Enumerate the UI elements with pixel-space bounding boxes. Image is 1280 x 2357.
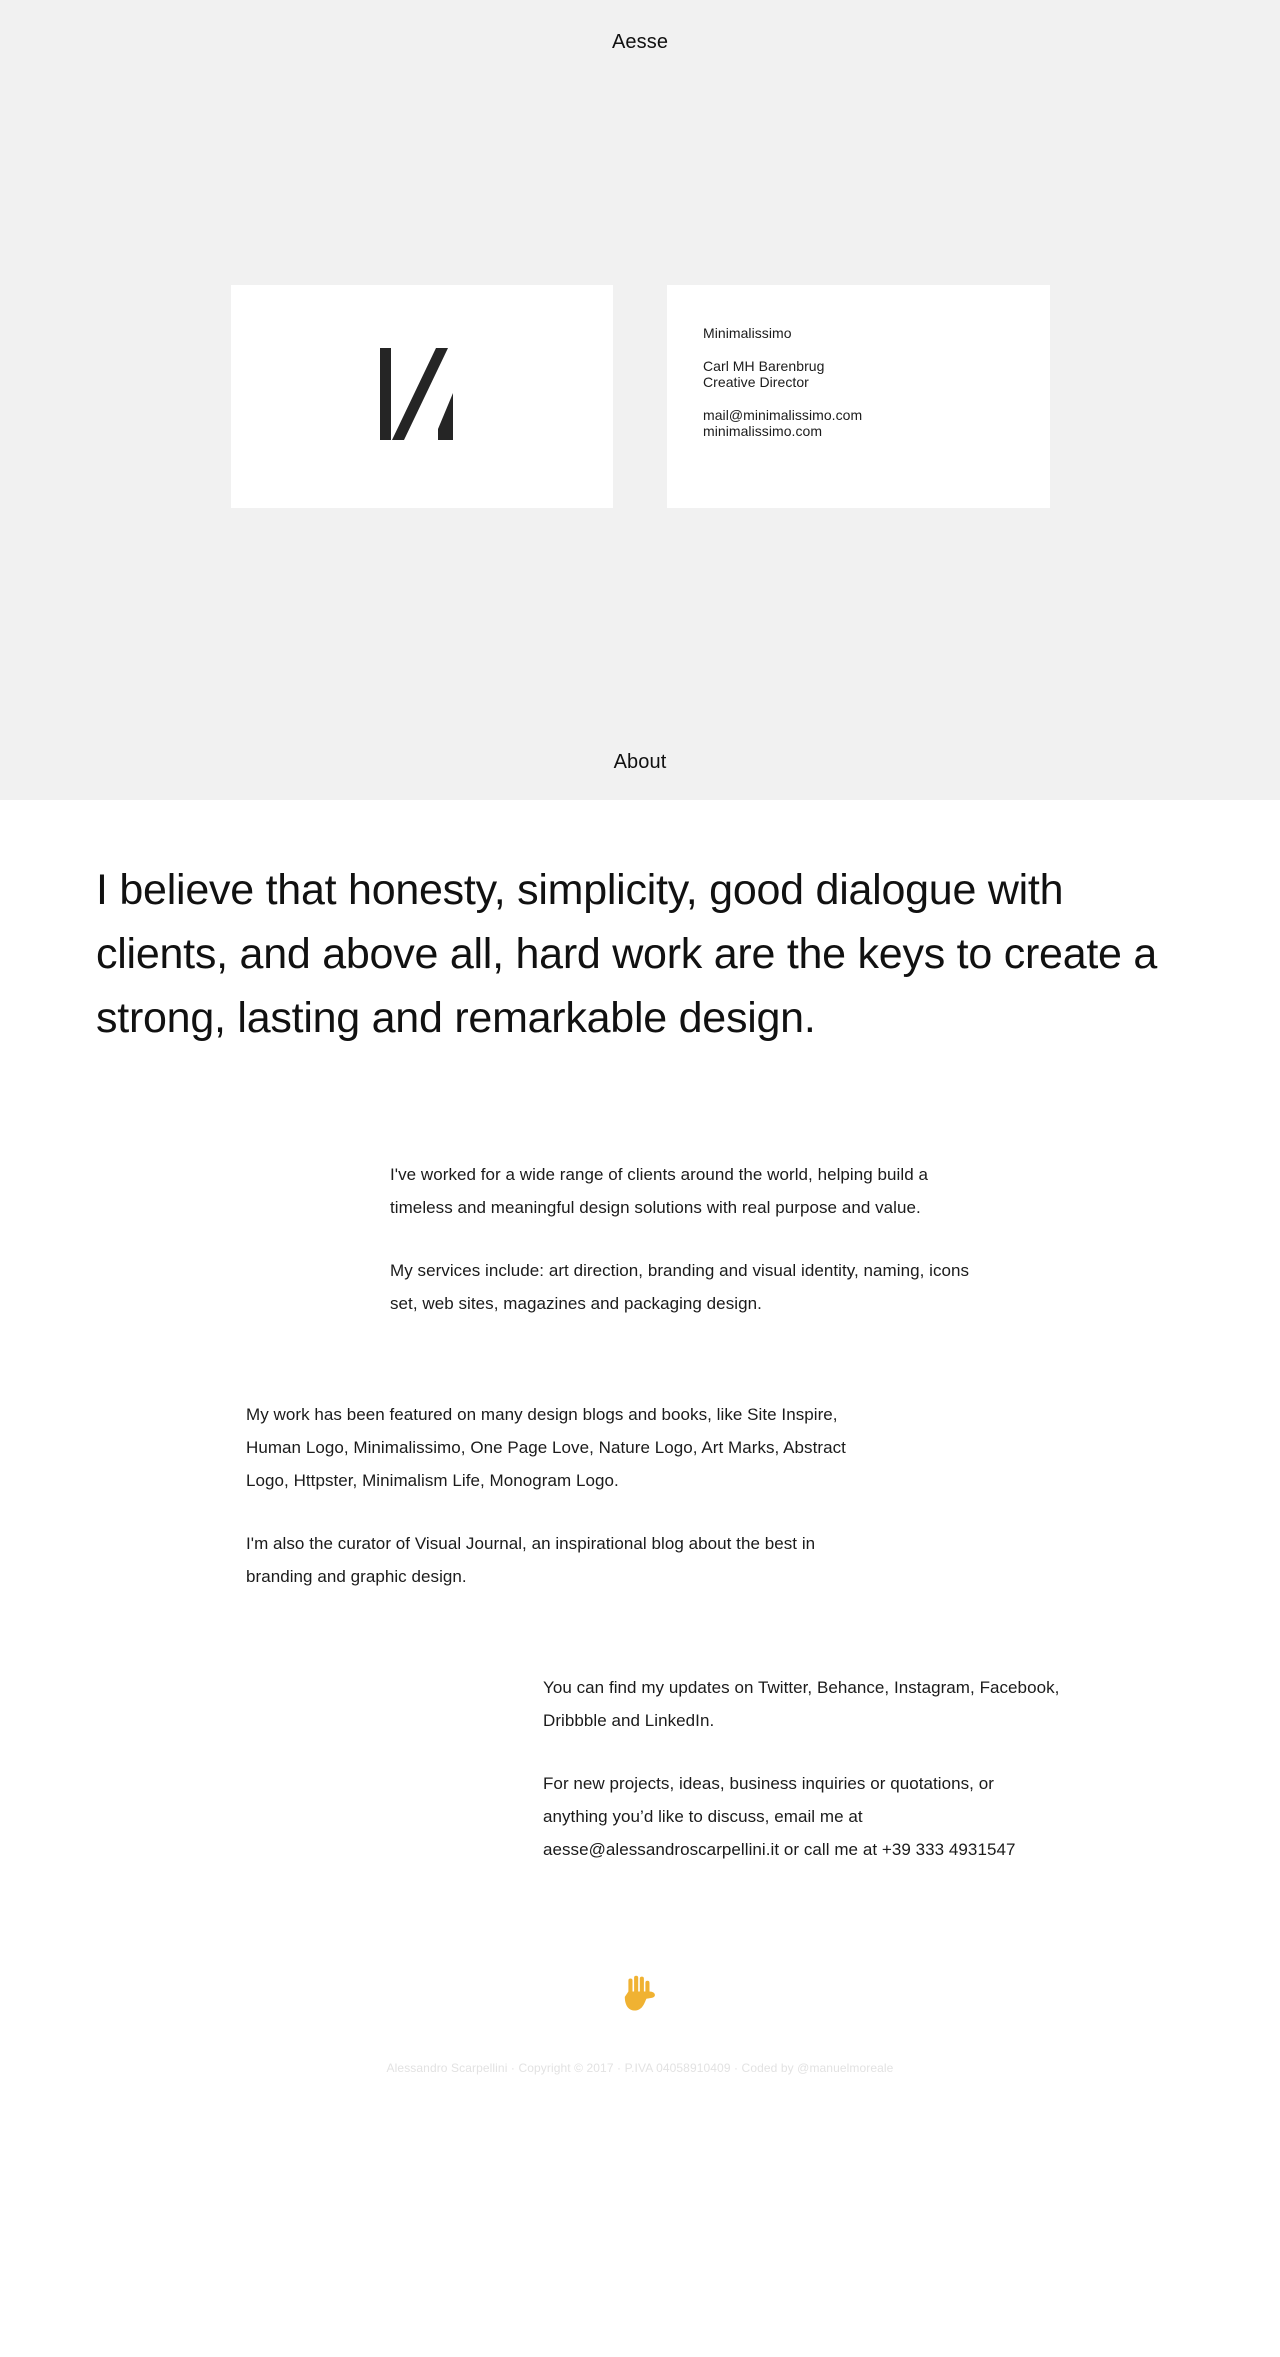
card-company-name: Minimalissimo — [703, 325, 792, 341]
card-person-name: Carl MH Barenbrug — [703, 358, 825, 374]
paragraph: My services include: art direction, branding and visual identity, naming, icons set, web sites, magazines and packaging design. — [390, 1261, 970, 1313]
paragraph: I'm also the curator of Visual Journal, an inspirational blog about the best in branding and graphic design. — [246, 1534, 816, 1586]
raised-hand-with-fingers-splayed-icon — [0, 1972, 1280, 2014]
card-website: minimalissimo.com — [703, 423, 823, 439]
business-card-group — [231, 285, 1050, 508]
about-paragraph-block-one — [390, 1158, 990, 1320]
card-person-role: Creative Director — [703, 374, 809, 390]
nav-link-about[interactable]: About — [613, 751, 667, 773]
contact-card — [667, 285, 1050, 508]
hero-section — [0, 0, 1280, 800]
about-paragraph-block-three — [543, 1671, 1063, 1866]
about-paragraph-block-two — [246, 1398, 846, 1593]
logo-card — [231, 285, 613, 508]
paragraph: I've worked for a wide range of clients around the world, helping build a timeless and meaningful design solutions with real purpose and value. — [390, 1165, 928, 1217]
page-headline: I believe that honesty, simplicity, good dialogue with clients, and above all, hard work are the keys to create a strong, lasting and remarkable design. — [96, 866, 1158, 1042]
paragraph: For new projects, ideas, business inquiries or quotations, or anything you’d like to discuss, email me at aesse@alessandroscarpellini.it or call me at +39 333 4931547 — [543, 1774, 1016, 1859]
headline-wrapper — [0, 800, 1280, 1050]
page-footer — [0, 1866, 1280, 2090]
site-title-link[interactable]: Aesse — [611, 31, 669, 53]
footer-credits[interactable]: Alessandro Scarpellini · Copyright © 2017 · P.IVA 04058910409 · Coded by @manuelmoreale — [386, 2061, 894, 2076]
card-email: mail@minimalissimo.com — [703, 407, 863, 423]
about-content — [0, 800, 1280, 2357]
paragraph: You can find my updates on Twitter, Behance, Instagram, Facebook, Dribbble and LinkedIn. — [543, 1678, 1060, 1730]
minimalissimo-monogram-logo-icon — [380, 348, 464, 445]
paragraph: My work has been featured on many design blogs and books, like Site Inspire, Human Logo, Minimalissimo, One Page Love, Nature Logo, Art Marks, Abstract Logo, Httpster, Minimalism Life, Monogram Logo. — [246, 1405, 846, 1490]
